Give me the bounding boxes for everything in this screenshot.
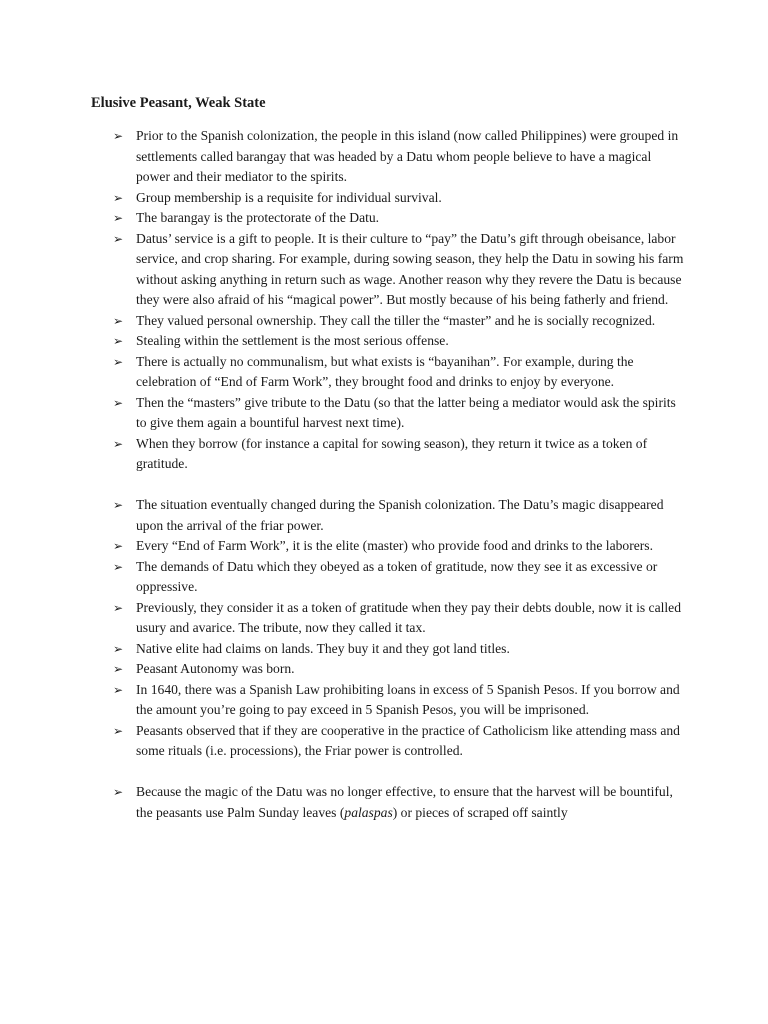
list-item bbox=[0, 393, 768, 434]
list-item bbox=[0, 229, 768, 311]
list-item bbox=[0, 659, 768, 680]
list-item bbox=[0, 639, 768, 660]
list-item-text: The demands of Datu which they obeyed as a token of gratitude, now they see it as excessive or oppressive. bbox=[136, 558, 658, 594]
arrow-bullet-icon: ➢ bbox=[113, 559, 124, 574]
list-item-text: Native elite had claims on lands. They buy it and they got land titles. bbox=[136, 640, 510, 656]
list-item-text: There is actually no communalism, but what exists is “bayanihan”. For example, during the celebration of “End of Farm Work”, they brought food and drinks to enjoy by everyone. bbox=[136, 353, 634, 389]
list-item bbox=[0, 188, 768, 209]
list-item bbox=[0, 331, 768, 352]
list-item-text: They valued personal ownership. They call the tiller the “master” and he is socially recognized. bbox=[136, 312, 656, 328]
list-item-text: Then the “masters” give tribute to the Datu (so that the latter being a mediator would ask the spirits to give them again a bountiful harvest next time). bbox=[136, 394, 676, 430]
arrow-bullet-icon: ➢ bbox=[113, 682, 124, 697]
list-item-text-before: Because the magic of the Datu was no longer effective, to ensure that the harvest will be bountiful, the peasants use Palm Sunday leaves ( bbox=[136, 784, 673, 820]
list-item-text-after: ) or pieces of scraped off saintly bbox=[392, 804, 568, 820]
list-item bbox=[0, 782, 768, 823]
list-item bbox=[0, 126, 768, 188]
arrow-bullet-icon: ➢ bbox=[113, 785, 124, 799]
arrow-bullet-icon: ➢ bbox=[113, 539, 124, 553]
list-item-text: Datus’ service is a gift to people. It is their culture to “pay” the Datu’s gift through obeisance, labor service, and crop sharing. For example, during sowing season, they help the Datu in sowing his farm without asking anything in return such as wage. Another reason why they revere the Datu is because they were also afraid of his “magical power”. But mostly because of his being fatherly and friend. bbox=[136, 230, 684, 307]
list-item bbox=[0, 557, 768, 598]
list-item bbox=[0, 208, 768, 229]
list-item bbox=[0, 311, 768, 332]
list-item bbox=[0, 352, 768, 393]
arrow-bullet-icon: ➢ bbox=[113, 231, 124, 246]
arrow-bullet-icon: ➢ bbox=[113, 498, 124, 512]
list-item bbox=[0, 434, 768, 475]
list-item-text: The barangay is the protectorate of the Datu. bbox=[136, 210, 380, 225]
list-item-text: Peasant Autonomy was born. bbox=[136, 661, 295, 676]
list-item-text: Stealing within the settlement is the most serious offense. bbox=[136, 333, 449, 348]
arrow-bullet-icon: ➢ bbox=[113, 354, 124, 369]
list-item-text: The situation eventually changed during the Spanish colonization. The Datu’s magic disappeared upon the arrival of the friar power. bbox=[136, 497, 664, 533]
arrow-bullet-icon: ➢ bbox=[113, 395, 124, 410]
bullet-list bbox=[0, 126, 768, 823]
arrow-bullet-icon: ➢ bbox=[113, 436, 124, 451]
list-item-text: In 1640, there was a Spanish Law prohibiting loans in excess of 5 Spanish Pesos. If you borrow and the amount you’re going to pay exceed in 5 Spanish Pesos, you will be imprisoned. bbox=[136, 681, 680, 717]
list-item-text: Peasants observed that if they are cooperative in the practice of Catholicism like attending mass and some rituals (i.e. processions), the Friar power is controlled. bbox=[136, 722, 680, 758]
list-item bbox=[0, 721, 768, 762]
arrow-bullet-icon: ➢ bbox=[113, 190, 124, 205]
list-item-text: Prior to the Spanish colonization, the people in this island (now called Philippines) were grouped in settlements called barangay that was headed by a Datu whom people believe to have a magical power and their mediator to the spirits. bbox=[136, 128, 679, 184]
list-item bbox=[0, 680, 768, 721]
list-item bbox=[0, 536, 768, 557]
arrow-bullet-icon: ➢ bbox=[113, 313, 124, 328]
arrow-bullet-icon: ➢ bbox=[113, 662, 124, 676]
document-title: Elusive Peasant, Weak State bbox=[91, 95, 266, 111]
list-item bbox=[0, 598, 768, 639]
list-item-text: Group membership is a requisite for individual survival. bbox=[136, 189, 442, 205]
list-item-text: When they borrow (for instance a capital for sowing season), they return it twice as a token of gratitude. bbox=[136, 435, 648, 471]
arrow-bullet-icon: ➢ bbox=[113, 211, 124, 225]
arrow-bullet-icon: ➢ bbox=[113, 723, 124, 738]
arrow-bullet-icon: ➢ bbox=[113, 129, 124, 143]
arrow-bullet-icon: ➢ bbox=[113, 641, 124, 656]
list-item-text: Every “End of Farm Work”, it is the elite (master) who provide food and drinks to the laborers. bbox=[136, 538, 653, 553]
list-item bbox=[0, 495, 768, 536]
list-item-italic-term: palaspas bbox=[344, 804, 393, 820]
arrow-bullet-icon: ➢ bbox=[113, 334, 124, 348]
list-item-text: Previously, they consider it as a token of gratitude when they pay their debts double, now it is called usury and avarice. The tribute, now they called it tax. bbox=[136, 599, 682, 635]
arrow-bullet-icon: ➢ bbox=[113, 600, 124, 615]
